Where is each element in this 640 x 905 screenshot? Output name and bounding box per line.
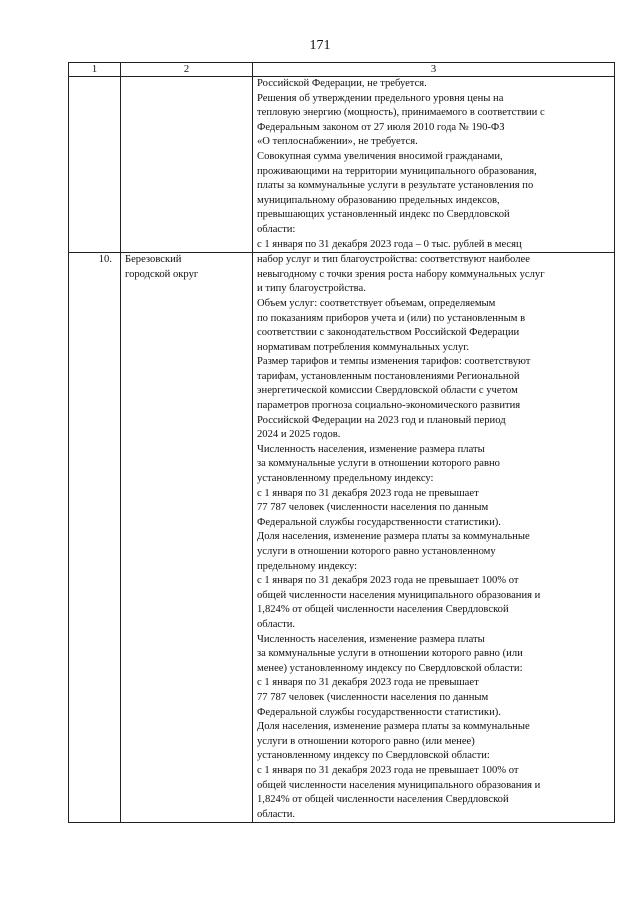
- description-line: 77 787 человек (численности населения по данным: [257, 502, 489, 514]
- table-header-row: [69, 63, 615, 77]
- description-line: области:: [257, 223, 296, 235]
- description-line: набор услуг и тип благоустройства: соответствуют наиболее: [257, 254, 530, 266]
- description-line: и типу благоустройства.: [257, 283, 366, 295]
- description-line: превышающих установленный индекс по Свердловской: [257, 209, 510, 221]
- description-line: Российской Федерации на 2023 год и плановый период: [257, 414, 506, 426]
- description-line: предельному индексу:: [257, 560, 358, 572]
- description-line: 1,824% от общей численности населения Свердловской: [257, 604, 509, 616]
- description-line: проживающими на территории муниципального образования,: [257, 165, 537, 177]
- municipality-name: [121, 77, 253, 253]
- description-line: Федеральным законом от 27 июля 2010 года № 190-ФЗ: [257, 121, 505, 133]
- description-line: Федеральной службы государственности статистики).: [257, 516, 501, 528]
- description-line: с 1 января по 31 декабря 2023 года не превышает: [257, 677, 479, 689]
- description-line: нормативам потребления коммунальных услуг.: [257, 341, 470, 353]
- description-line: с 1 января по 31 декабря 2023 года не превышает: [257, 487, 479, 499]
- description-line: муниципальному образованию предельных индексов,: [257, 194, 500, 206]
- description-line: с 1 января по 31 декабря 2023 года не превышает 100% от: [257, 575, 519, 587]
- municipality-name: [121, 253, 253, 823]
- description-line: области.: [257, 808, 296, 820]
- description-line: услуги в отношении которого равно (или менее): [257, 735, 475, 747]
- description-line: Совокупная сумма увеличения вносимой гражданами,: [257, 150, 503, 162]
- description-line: общей численности населения муниципального образования и: [257, 589, 541, 601]
- municipality-name-line: городской округ: [125, 268, 199, 280]
- description-line: Размер тарифов и темпы изменения тарифов: соответствуют: [257, 356, 531, 368]
- description-line: Решения об утверждении предельного уровня цены на: [257, 92, 504, 104]
- table-row: [69, 253, 615, 823]
- page-number: 171: [309, 38, 331, 53]
- description-line: 2024 и 2025 годов.: [257, 429, 341, 441]
- description-line: Доля населения, изменение размера платы за коммунальные: [257, 531, 530, 543]
- description-line: Объем услуг: соответствует объемам, определяемым: [257, 297, 496, 309]
- description-line: Доля населения, изменение размера платы за коммунальные: [257, 721, 530, 733]
- description-line: с 1 января по 31 декабря 2023 года не превышает 100% от: [257, 764, 519, 776]
- table-body: [69, 77, 615, 823]
- row-number: 10.: [69, 253, 121, 823]
- description-line: Российской Федерации, не требуется.: [257, 78, 427, 89]
- description-line: 77 787 человек (численности населения по данным: [257, 691, 489, 703]
- description-line: энергетической комиссии Свердловской области с учетом: [257, 385, 518, 397]
- row-number: [69, 77, 121, 253]
- description-line: соответствии с законодательством Российской Федерации: [257, 327, 520, 339]
- description-line: за коммунальные услуги в отношении которого равно (или: [257, 648, 523, 660]
- description-line: тепловую энергию (мощность), принимаемого в соответствии с: [257, 107, 545, 119]
- description-line: параметров прогноза социально-экономического развития: [257, 400, 521, 412]
- description-line: «О теплоснабжении», не требуется.: [257, 136, 418, 148]
- description-line: Численность населения, изменение размера платы: [257, 443, 485, 455]
- municipality-name-line: Березовский: [125, 254, 182, 266]
- description-line: установленному индексу по Свердловской области:: [257, 750, 490, 762]
- description-line: по показаниям приборов учета и (или) по установленным в: [257, 312, 526, 324]
- description-line: услуги в отношении которого равно установленному: [257, 546, 496, 557]
- description-line: менее) установленному индексу по Свердловской области:: [257, 662, 523, 674]
- description-cell: [253, 77, 615, 253]
- description-line: платы за коммунальные услуги в результате установления по: [257, 180, 534, 192]
- column-header: 3: [253, 63, 615, 77]
- description-line: общей численности населения муниципального образования и: [257, 779, 541, 791]
- description-line: с 1 января по 31 декабря 2023 года – 0 тыс. рублей в месяц: [257, 238, 522, 250]
- description-line: Федеральной службы государственности статистики).: [257, 706, 501, 718]
- document-table: [68, 62, 615, 823]
- table-row: [69, 77, 615, 253]
- description-line: тарифам, установленным постановлениями Региональной: [257, 370, 520, 382]
- description-cell: [253, 253, 615, 823]
- column-header: 2: [121, 63, 253, 77]
- description-line: области.: [257, 618, 296, 630]
- column-header: 1: [69, 63, 121, 77]
- description-line: Численность населения, изменение размера платы: [257, 633, 485, 645]
- description-line: за коммунальные услуги в отношении которого равно: [257, 458, 500, 470]
- description-line: невыгодному с точки зрения роста набору коммунальных услуг: [257, 268, 545, 280]
- description-line: 1,824% от общей численности населения Свердловской: [257, 794, 509, 806]
- description-line: установленному предельному индексу:: [257, 473, 434, 485]
